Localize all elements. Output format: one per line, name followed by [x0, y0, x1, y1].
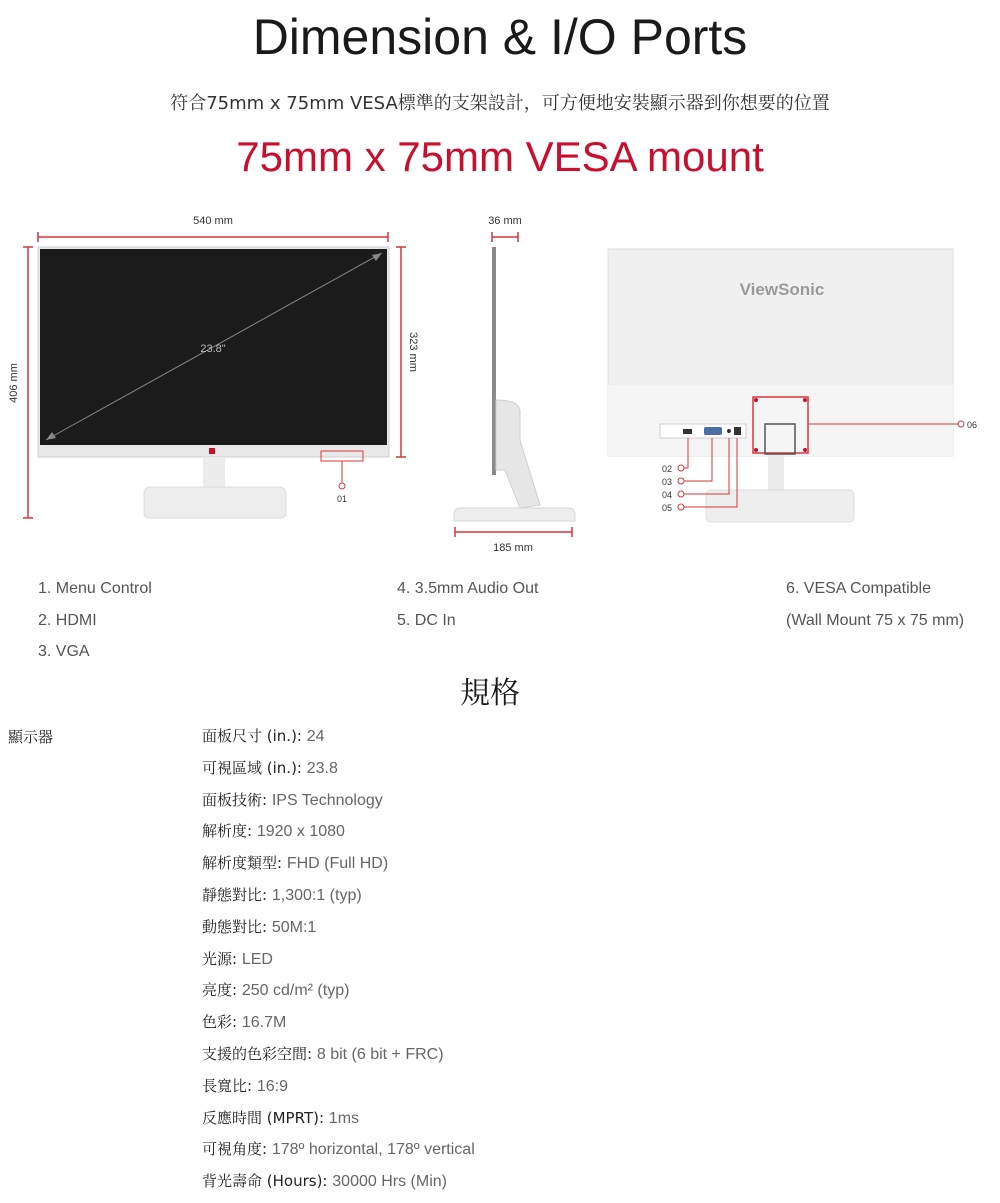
spec-row [202, 1076, 475, 1108]
spec-value: 16.7M [241, 1014, 287, 1032]
spec-label: 色彩: [202, 1013, 238, 1032]
spec-value: 50M:1 [271, 918, 317, 936]
callout-04: 04 [662, 490, 673, 500]
callout-03: 03 [662, 477, 673, 487]
spec-value: LED [241, 950, 273, 968]
depth-dimension-label: 36 mm [488, 215, 522, 227]
port-item: 4. 3.5mm Audio Out [397, 580, 539, 597]
side-view [454, 215, 575, 554]
back-view [608, 249, 977, 522]
spec-row [202, 1044, 475, 1076]
spec-heading: 規格 [460, 676, 520, 711]
spec-row [202, 1108, 475, 1140]
spec-value: 1920 x 1080 [256, 823, 345, 841]
spec-category: 顯示器 [8, 728, 54, 746]
ports-column-1 [38, 578, 152, 673]
spec-label: 解析度: [202, 822, 253, 841]
spec-row [202, 790, 475, 822]
base-dimension-label: 185 mm [493, 542, 533, 554]
callout-01: 01 [336, 494, 348, 504]
port-item: 5. DC In [397, 611, 456, 629]
spec-value: 16:9 [256, 1077, 288, 1095]
spec-value: 1ms [328, 1109, 360, 1127]
spec-row [202, 980, 475, 1012]
brand-logo: ViewSonic [739, 280, 825, 299]
spec-label: 可視角度: [202, 1140, 268, 1159]
ports-column-3 [786, 578, 964, 641]
diagonal-label: 23.8" [200, 343, 226, 355]
spec-value: 23.8 [306, 759, 338, 777]
spec-label: 面板技術: [202, 790, 268, 809]
spec-value: FHD (Full HD) [286, 855, 389, 873]
spec-row [202, 1171, 475, 1203]
spec-row [202, 949, 475, 981]
spec-label: 解析度類型: [202, 854, 283, 873]
spec-row [202, 758, 475, 790]
spec-label: 背光壽命 (Hours): [202, 1172, 328, 1191]
spec-row [202, 821, 475, 853]
callout-02: 02 [662, 464, 673, 474]
vesa-heading: 75mm x 75mm VESA mount [236, 133, 764, 180]
height-dimension-label: 406 mm [8, 363, 20, 403]
spec-value: 8 bit (6 bit + FRC) [316, 1045, 444, 1063]
page-title: Dimension & I/O Ports [252, 9, 748, 65]
spec-value: IPS Technology [271, 791, 383, 809]
spec-value: 1,300:1 (typ) [271, 886, 362, 904]
spec-row [202, 853, 475, 885]
spec-row [202, 1139, 475, 1171]
spec-row [202, 1012, 475, 1044]
width-dimension-label: 540 mm [193, 215, 233, 227]
page-subtitle: 符合75mm x 75mm VESA標準的支架設計，可方便地安裝顯示器到你想要的位置 [170, 93, 830, 114]
port-item: 3. VGA [38, 643, 90, 660]
spec-label: 光源: [202, 949, 238, 968]
callout-06: 06 [967, 420, 978, 430]
spec-label: 面板尺寸 (in.): [202, 727, 302, 745]
spec-value: 178º horizontal, 178º vertical [271, 1141, 475, 1159]
spec-label: 可視區域 (in.): [202, 758, 302, 777]
spec-row [202, 885, 475, 917]
panel-height-label: 323 mm [407, 332, 419, 372]
spec-value: 24 [306, 728, 325, 745]
spec-label: 長寬比: [202, 1076, 253, 1095]
dimension-diagram [0, 200, 1000, 560]
spec-label: 支援的色彩空間: [202, 1044, 313, 1063]
spec-label: 動態對比: [202, 917, 268, 936]
spec-list [202, 726, 475, 1203]
callout-05: 05 [662, 503, 673, 513]
port-item: 6. VESA Compatible [786, 580, 931, 597]
ports-column-2 [397, 578, 538, 641]
port-item: 1. Menu Control [38, 580, 152, 597]
front-view [8, 215, 419, 518]
spec-label: 靜態對比: [202, 885, 268, 904]
spec-row [202, 917, 475, 949]
spec-value: 250 cd/m² (typ) [241, 982, 350, 1000]
spec-label: 亮度: [202, 981, 238, 1000]
port-item: (Wall Mount 75 x 75 mm) [786, 611, 965, 629]
port-item: 2. HDMI [38, 611, 97, 629]
spec-row [202, 726, 475, 758]
spec-label: 反應時間 (MPRT): [202, 1108, 325, 1127]
spec-value: 30000 Hrs (Min) [332, 1173, 447, 1191]
